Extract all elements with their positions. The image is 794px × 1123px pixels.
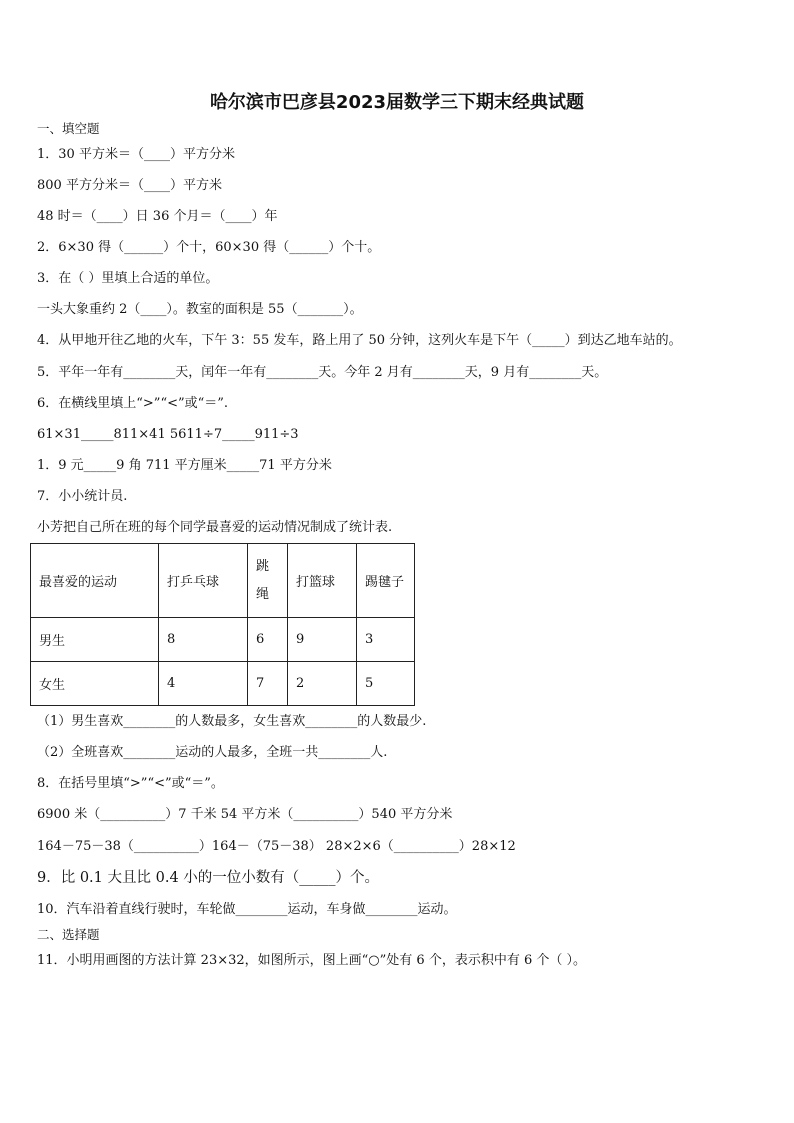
question-10: 10．汽车沿着直线行驶时，车轮做________运动，车身做________运动。 (37, 902, 457, 917)
page-title: 哈尔滨市巴彦县2023届数学三下期末经典试题 (209, 92, 585, 113)
table-cell: 8 (159, 618, 248, 662)
table-header-cell (248, 544, 288, 618)
question-1c: 48 时＝（____）日 36 个月＝（____）年 (37, 209, 278, 224)
question-4: 4．从甲地开往乙地的火车，下午 3：55 发车，路上用了 50 分钟，这列火车是下午（_____）到达乙地车站的。 (37, 333, 682, 348)
question-7: 7．小小统计员. (37, 489, 128, 504)
question-6-row1: 61×31_____811×41 5611÷7_____911÷3 (37, 427, 299, 442)
question-7-intro: 小芳把自己所在班的每个同学最喜爱的运动情况制成了统计表. (37, 520, 393, 535)
question-2: 2．6×30 得（______）个十，60×30 得（______）个十。 (37, 240, 381, 255)
table-row (31, 618, 415, 662)
table-cell: 男生 (31, 618, 159, 662)
question-5: 5．平年一年有________天，闰年一年有________天。今年 2 月有________天，9 月有________天。 (37, 365, 608, 380)
question-11: 11．小明用画图的方法计算 23×32，如图所示，图上画“○”处有 6 个，表示积中有 6 个（ ）。 (37, 953, 586, 968)
section-heading-fill: 一、填空题 (37, 121, 100, 136)
table-header-row (31, 544, 415, 618)
table-cell: 3 (357, 618, 415, 662)
question-3-body: 一头大象重约 2（____）。教室的面积是 55（_______）。 (37, 302, 363, 317)
question-1b: 800 平方分米＝（____）平方米 (37, 178, 222, 193)
table-header-text: 跳绳 (256, 558, 270, 602)
question-8: 8．在括号里填“>”“<”或“＝”。 (37, 776, 224, 791)
table-cell: 女生 (31, 662, 159, 706)
question-8-row2: 164－75－38（__________）164－（75－38） 28×2×6（__________）28×12 (37, 839, 516, 854)
table-row (31, 662, 415, 706)
question-8-row1: 6900 米（__________）7 千米 54 平方米（__________）540 平方分米 (37, 807, 453, 822)
table-cell: 9 (288, 618, 357, 662)
table-cell: 2 (288, 662, 357, 706)
question-6-row2: 1．9 元_____9 角 711 平方厘米_____71 平方分米 (37, 458, 332, 473)
question-3: 3．在（ ）里填上合适的单位。 (37, 271, 219, 286)
question-7-sub2: （2）全班喜欢________运动的人最多，全班一共________人. (37, 745, 388, 760)
table-header-cell: 打乒乓球 (159, 544, 248, 618)
table-cell: 4 (159, 662, 248, 706)
table-header-cell: 踢毽子 (357, 544, 415, 618)
question-9: 9．比 0.1 大且比 0.4 小的一位小数有（_____）个。 (37, 870, 380, 886)
table-cell: 6 (248, 618, 288, 662)
table-cell: 7 (248, 662, 288, 706)
table-header-cell: 最喜爱的运动 (31, 544, 159, 618)
sports-stats-table (30, 543, 415, 706)
question-1a: 1．30 平方米＝（____）平方分米 (37, 147, 235, 162)
table-cell: 5 (357, 662, 415, 706)
section-heading-choice: 二、选择题 (37, 927, 100, 942)
question-7-sub1: （1）男生喜欢________的人数最多，女生喜欢________的人数最少. (37, 714, 427, 729)
question-6: 6．在横线里填上“>”“<”或“＝”. (37, 396, 229, 411)
table-header-cell: 打篮球 (288, 544, 357, 618)
